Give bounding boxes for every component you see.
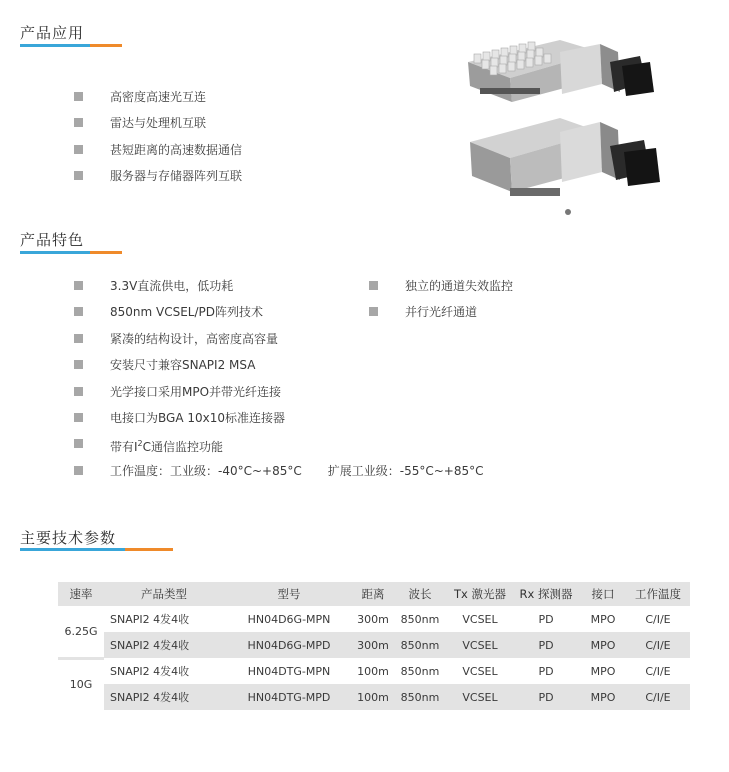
table-cell: C/I/E — [626, 684, 690, 710]
table-cell: HN04DTG-MPD — [224, 684, 354, 710]
table-cell: SNAPI2 4发4收 — [104, 632, 224, 658]
bullet-square-icon — [74, 466, 83, 475]
table-cell: HN04D6G-MPD — [224, 632, 354, 658]
bullet-square-icon — [74, 145, 83, 154]
bullet-square-icon — [74, 360, 83, 369]
table-cell: C/I/E — [626, 632, 690, 658]
list-item-text: 光学接口采用MPO并带光纤连接 — [110, 384, 282, 399]
table-cell: VCSEL — [448, 632, 512, 658]
bullet-square-icon — [74, 439, 83, 448]
table-cell: SNAPI2 4发4收 — [104, 658, 224, 684]
bullet-square-icon — [74, 281, 83, 290]
table-cell: VCSEL — [448, 684, 512, 710]
table-cell: 100m — [354, 658, 392, 684]
table-cell: HN04D6G-MPN — [224, 606, 354, 632]
specs-underline-blue — [20, 548, 125, 551]
table-cell: MPO — [580, 632, 626, 658]
i2c-superscript: 2 — [137, 439, 143, 449]
table-cell: 100m — [354, 684, 392, 710]
features-title: 产品特色 — [20, 231, 85, 249]
table-cell: C/I/E — [626, 658, 690, 684]
bullet-square-icon — [74, 413, 83, 422]
table-header-row — [58, 582, 690, 606]
table-cell: VCSEL — [448, 606, 512, 632]
table-cell: SNAPI2 4发4收 — [104, 606, 224, 632]
table-cell: PD — [512, 684, 580, 710]
list-item-text: 850nm VCSEL/PD阵列技术 — [110, 305, 264, 320]
bullet-square-icon — [74, 92, 83, 101]
table-cell: SNAPI2 4发4收 — [104, 684, 224, 710]
list-item-text: 服务器与存储器阵列互联 — [110, 169, 243, 184]
table-cell: PD — [512, 606, 580, 632]
bullet-square-icon — [74, 387, 83, 396]
table-cell: PD — [512, 632, 580, 658]
applications-title: 产品应用 — [20, 24, 85, 42]
table-cell: 850nm — [392, 684, 448, 710]
header-wavelength: 波长 — [392, 582, 448, 606]
table-cell: MPO — [580, 658, 626, 684]
list-item-text: 安装尺寸兼容SNAPI2 MSA — [110, 358, 256, 373]
table-cell: PD — [512, 658, 580, 684]
list-item-text: 3.3V直流供电，低功耗 — [110, 279, 234, 293]
table-row — [58, 632, 690, 658]
features-underline-blue — [20, 251, 90, 254]
list-item-text-i2c — [110, 435, 223, 456]
table-cell: C/I/E — [626, 606, 690, 632]
table-cell: 300m — [354, 606, 392, 632]
list-item-text: 紧凑的结构设计，高密度高容量 — [110, 331, 279, 346]
i2c-suffix: C通信监控功能 — [142, 440, 224, 455]
list-item-text: 电接口为BGA 10x10标准连接器 — [110, 410, 285, 425]
features-underline-orange — [90, 251, 122, 254]
rate-cell: 6.25G — [58, 606, 104, 658]
list-item-text: 甚短距离的高速数据通信 — [110, 142, 243, 157]
bullet-square-icon — [369, 281, 378, 290]
bullet-square-icon — [74, 334, 83, 343]
header-interface: 接口 — [580, 582, 626, 606]
applications-underline-orange — [90, 44, 122, 47]
temperature-industrial: 工作温度：工业级：-40°C~+85°C — [110, 463, 302, 478]
header-tx-laser: Tx 激光器 — [448, 582, 512, 606]
bullet-square-icon — [369, 307, 378, 316]
table-cell: 850nm — [392, 632, 448, 658]
header-product-type: 产品类型 — [104, 582, 224, 606]
specs-table — [58, 582, 690, 710]
table-cell: MPO — [580, 606, 626, 632]
table-cell: HN04DTG-MPN — [224, 658, 354, 684]
table-cell: MPO — [580, 684, 626, 710]
header-model: 型号 — [224, 582, 354, 606]
bullet-square-icon — [74, 171, 83, 180]
header-distance: 距离 — [354, 582, 392, 606]
list-item-text: 并行光纤通道 — [405, 305, 478, 320]
specs-underline-orange — [125, 548, 173, 551]
table-cell: 300m — [354, 632, 392, 658]
header-rate: 速率 — [58, 582, 104, 606]
list-item-text: 雷达与处理机互联 — [110, 116, 207, 131]
specs-title: 主要技术参数 — [20, 529, 117, 547]
table-cell: 850nm — [392, 606, 448, 632]
applications-underline-blue — [20, 44, 90, 47]
list-item-text: 独立的通道失效监控 — [405, 279, 514, 293]
header-temperature: 工作温度 — [626, 582, 690, 606]
rate-cell: 10G — [58, 658, 104, 710]
bullet-square-icon — [74, 118, 83, 127]
bullet-square-icon — [74, 307, 83, 316]
table-row — [58, 606, 690, 632]
module-bottom — [470, 118, 660, 215]
module-top — [468, 40, 654, 102]
temperature-extended: 扩展工业级：-55°C~+85°C — [327, 463, 484, 478]
table-cell: 850nm — [392, 658, 448, 684]
header-rx-detector: Rx 探测器 — [512, 582, 580, 606]
table-cell: VCSEL — [448, 658, 512, 684]
table-row — [58, 658, 690, 684]
list-item-text: 高密度高速光互连 — [110, 90, 207, 104]
i2c-prefix: 带有I — [110, 440, 138, 455]
table-row — [58, 684, 690, 710]
product-image — [450, 22, 690, 230]
list-item-text-temperature — [110, 462, 484, 480]
